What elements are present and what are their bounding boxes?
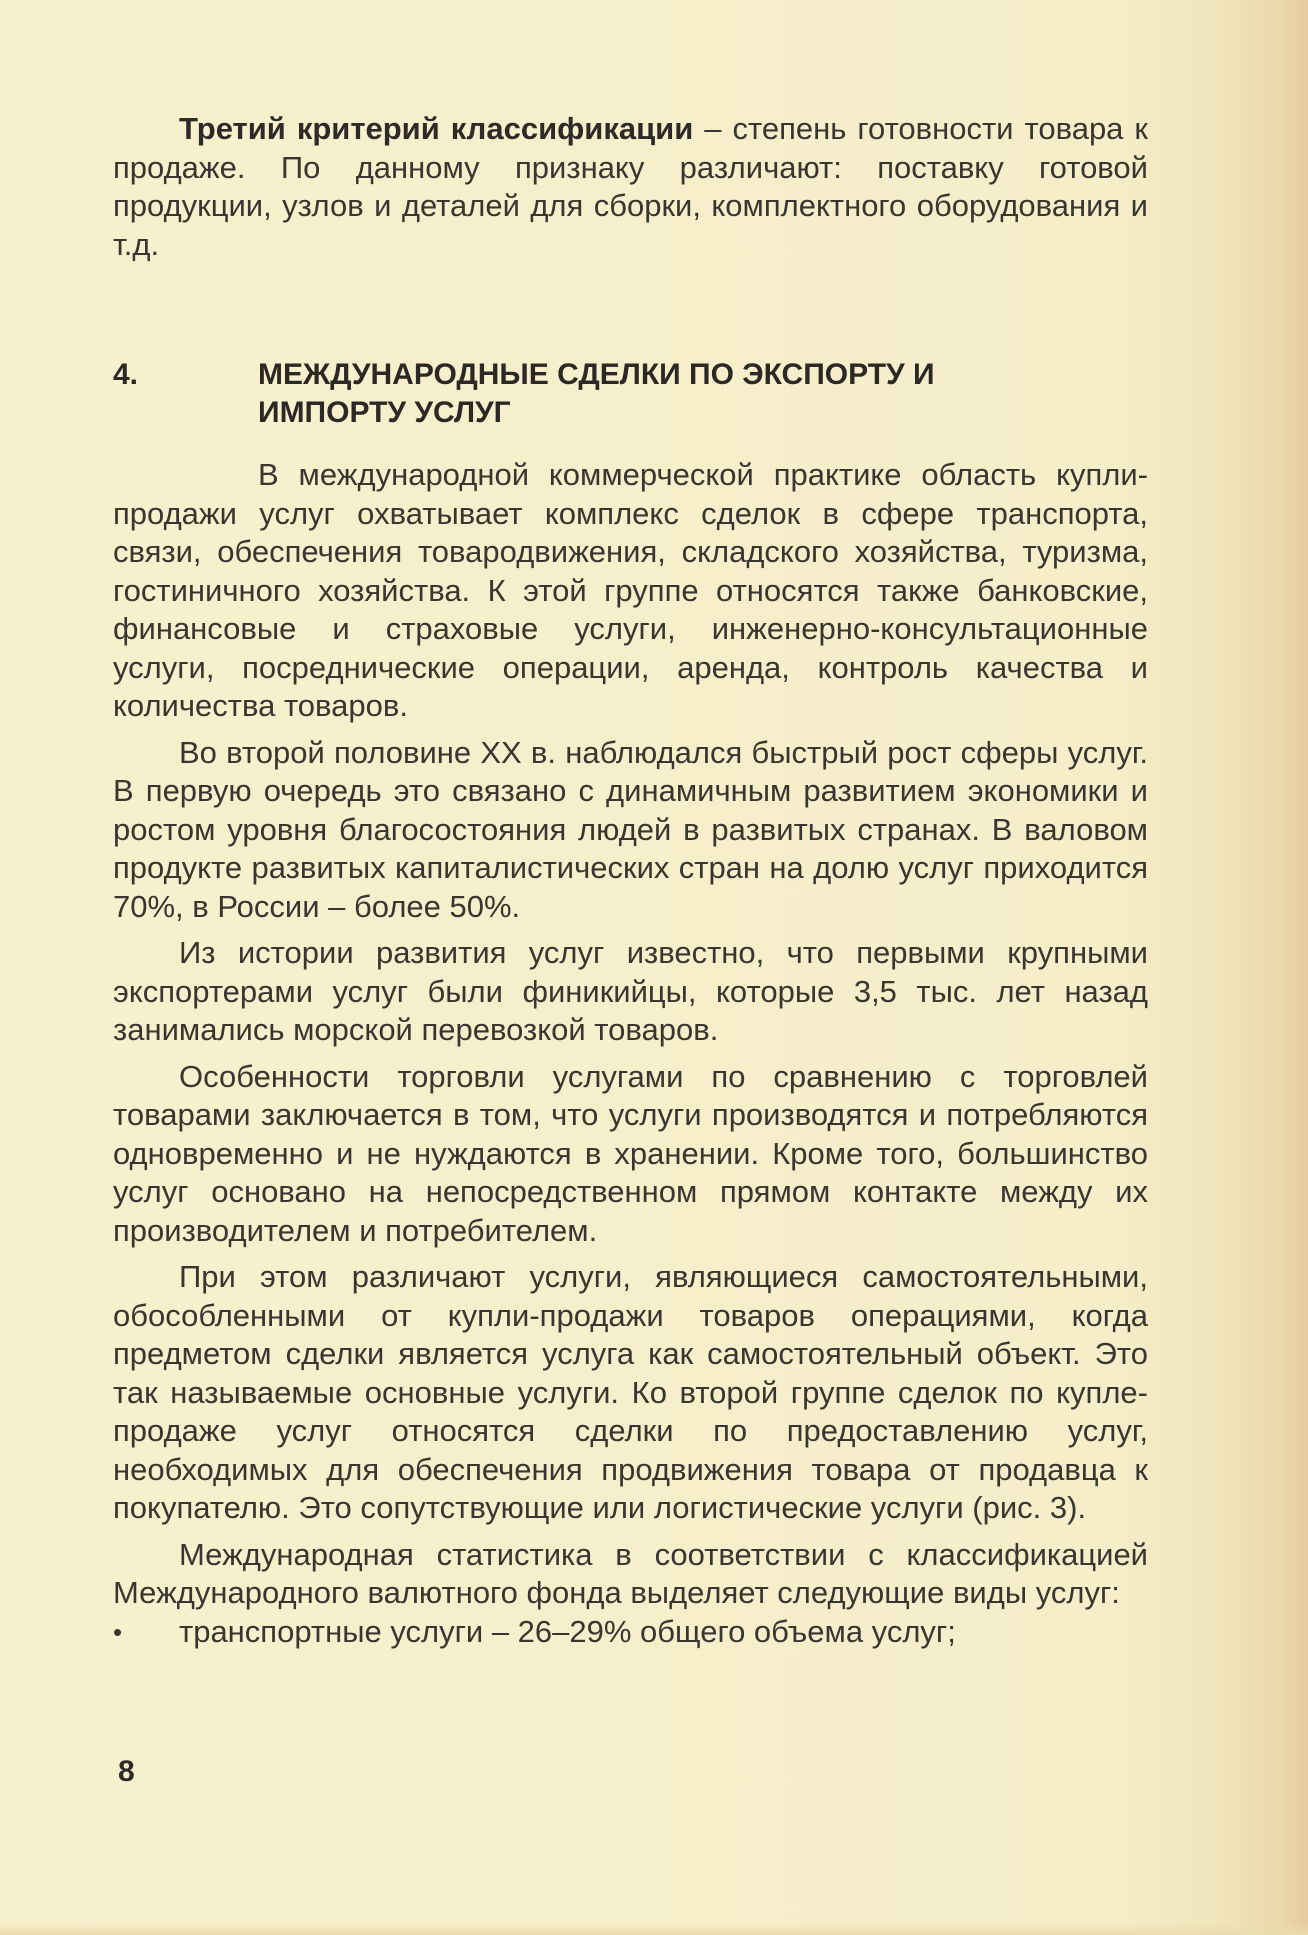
list-item <box>113 1613 1148 1652</box>
bullet-list <box>113 1613 1148 1652</box>
page-number: 8 <box>118 1755 135 1788</box>
page-content <box>113 110 1148 1651</box>
paragraph: Особенности торговли услугами по сравнению с торговлей товарами заключается в том, что услуги производятся и потребляются одновременно и не нуждаются в хранении. Кроме того, большинство услуг основано на непосредственном прямом контакте между их производителем и потребителем. <box>113 1058 1148 1248</box>
list-item-text: транспортные услуги – 26–29% общего объема услуг; <box>179 1613 956 1649</box>
section-heading <box>113 356 1148 432</box>
intro-lead: Третий критерий классификации <box>179 111 694 146</box>
paragraph: Во второй половине XX в. наблюдался быстрый рост сферы услуг. В первую очередь это связано с динамичным развитием экономики и ростом уровня благосостояния людей в развитых странах. В валовом продукте развитых капиталистических стран на долю услуг приходится 70%, в России – более 50%. <box>113 734 1148 924</box>
section-title: МЕЖДУНАРОДНЫЕ СДЕЛКИ ПО ЭКСПОРТУ И ИМПОРТУ УСЛУГ <box>258 358 935 429</box>
bullet-marker: • <box>113 1616 123 1647</box>
paragraph: Из истории развития услуг известно, что первыми крупными экспортерами услуг были финикийцы, которые 3,5 тыс. лет назад занимались морской перевозкой товаров. <box>113 935 1148 1047</box>
paragraph: При этом различают услуги, являющиеся самостоятельными, обособленными от купли-продажи товаров операциями, когда предметом сделки является услуга как самостоятельный объект. Это так называемые основные услуги. Ко второй группе сделок по купле-продаже услуг относятся сделки по предоставлению услуг, необходимых для обеспечения продвижения товара от продавца к покупателю. Это сопутствующие или логистические услуги (рис. 3). <box>113 1259 1148 1525</box>
paragraph: В международной коммерческой практике область купли-продажи услуг охватывает комплекс сделок в сфере транспорта, связи, обеспечения товародвижения, складского хозяйства, туризма, гостиничного хозяйства. К этой группе относятся также банковские, финансовые и страховые услуги, инженерно-консультационные услуги, посреднические операции, аренда, контроль качества и количества товаров. <box>113 457 1148 723</box>
section-number: 4. <box>113 358 139 391</box>
intro-rest: – степень готовности товара к продаже. По данному признаку различают: поставку готовой продукции, узлов и деталей для сборки, комплектного оборудования и т.д. <box>113 111 1148 262</box>
intro-paragraph <box>113 110 1148 264</box>
paragraph: Международная статистика в соответствии с классификацией Международного валютного фонда выделяет следующие виды услуг: <box>113 1536 1148 1610</box>
page-edge-shadow <box>1238 0 1308 1935</box>
page-bottom-edge <box>0 1923 1308 1935</box>
